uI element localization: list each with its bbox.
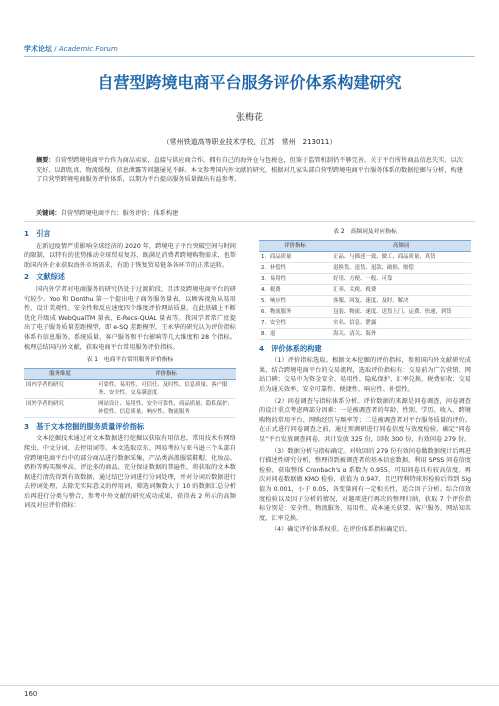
- table-cell: 7．安全性: [259, 317, 331, 328]
- left-column: [24, 228, 236, 513]
- table-cell: 退换货、退货、退款、破损、赔偿: [331, 262, 471, 273]
- table-row: [24, 398, 236, 417]
- journal-name: 学术论坛: [24, 45, 52, 53]
- table-cell: 1．商品质量: [259, 251, 331, 262]
- table-row: [24, 379, 236, 398]
- footer-divider: [0, 685, 499, 686]
- table-row: [259, 284, 471, 295]
- table-row: [259, 273, 471, 284]
- table-cell: 汇率、关税、税费: [331, 284, 471, 295]
- table-cell: 3．易用性: [259, 273, 331, 284]
- table-row: [259, 295, 471, 306]
- table-cell: 可靠性、易用性、可信任、及时性、信息质量、客户服务、安全性、交易满意度: [96, 379, 236, 398]
- table-row: [259, 306, 471, 317]
- table-row: [259, 328, 471, 339]
- section-4-title: 4 评价体系的构建: [259, 343, 322, 353]
- table-cell: 网站设计、易用性、安全可靠性、商品质量、隐私保护、补偿性、信息质量、响应性、物流服务: [96, 398, 236, 417]
- paragraph: （1）评价指标选取。根据文本挖掘的评价指标，参照国内外文献研究成果，结合跨境电商平台的交易流程，选取评价指标有：交易前为广告营销、网站口碑；交易中为资金安全、易用性、隐私保护、汇率兑换、税费征收；交易后为通关效率、安全可靠性、便捷性、响应性、补偿性。: [259, 357, 471, 393]
- paper-title: 自营型跨境电商平台服务评价体系构建研究: [97, 73, 402, 92]
- table-cell: 国外学者的研究: [24, 398, 96, 417]
- right-column: [259, 228, 471, 537]
- table-1-header: 评价指标: [96, 368, 236, 379]
- keywords-label: 关键词：: [36, 210, 61, 217]
- table-cell: 好用、方便、一般、可靠: [331, 273, 471, 284]
- page-number: 160: [24, 690, 38, 698]
- abstract-divider: [24, 221, 475, 222]
- table-cell: 客服、回复、速度、及时、解决: [331, 295, 471, 306]
- table-cell: 国内学者的研究: [24, 379, 96, 398]
- table-row: [259, 317, 471, 328]
- journal-section: Academic Forum: [58, 45, 118, 53]
- paragraph: （3）数据分析与指标确定。对收回的 279 份有效问卷做数据统计后再进行描述性研究分析，整理得到被调查者的基本信息数据，利用 SPSS 问卷信度检验，获取整体 Cronbach's α 系数为 0.955，可知问卷具有较高信度。再次对问卷数据做 KMO 检验，获值为 0.947，且巴特利特球形检验后得到 Sig 值为 0.001，小于 0.05，各变量间有一定相关性，适合因子分析。综合信效度检验以及因子分析的情况，对题项进行再次的整理归纳，获取 7 个评价指标分别是：安全性、物流服务、易用性、成本通关获要、客户服务、网站知名度、汇率兑换。: [259, 447, 471, 522]
- keywords-text: 自营型跨境电商平台；服务评价；体系构建: [60, 210, 179, 217]
- author-affiliation: （常州铁道高等职业技术学校，江苏 常州 213011）: [162, 138, 337, 146]
- table-cell: 实名、信息、泄露: [331, 317, 471, 328]
- table-cell: 正品、与描述一致、做工、商品质量、真货: [331, 251, 471, 262]
- section-3-text: 文本挖掘技术通过对文本数据进行挖掘以获取有用信息，常用技术有网络爬虫、中文分词、去停用词等。本文选取京东、网易考拉与亚马逊三个头部自营跨境电商平台中的部分商品进行数据采集，产品类涡盖服装鞋帽、化妆品、奶粉等购买频率高、评论多的商品，充分保证数据的普遍性，将获取的文本数据进行清洗得到有效数据，通过结巴分词进行分词处理，并对分词后数据进行去停词处理，去除无实际意义的停用词，筛选词频数大于 10 的数据汇总分析后再进行分类与整合，参考中外文献的研究成功成果，获得表 2 所示的高频词及对应评价指标：: [24, 435, 236, 510]
- section-2-title: 2 文献综述: [24, 272, 65, 282]
- table-cell: 8．退: [259, 328, 331, 339]
- table-1-caption: 表 1 电商平台常用服务评价指标: [86, 357, 174, 364]
- header-divider: [24, 56, 475, 57]
- table-cell: 5．响应性: [259, 295, 331, 306]
- header-separator: /: [52, 45, 59, 53]
- section-1-title: 1 引言: [24, 229, 51, 238]
- table-cell: 6．物流服务: [259, 306, 331, 317]
- table-2: [259, 240, 471, 340]
- table-2-caption: 表 2 高频词及对应指标: [333, 229, 397, 235]
- table-1: [24, 368, 236, 418]
- table-row: [259, 262, 471, 273]
- table-1-header: 服务维度: [24, 368, 96, 379]
- table-cell: 包装、物流、速度、送货上门、运费、快递、到货: [331, 306, 471, 317]
- table-2-header: 评价指标: [259, 240, 331, 251]
- abstract-text: 自营型跨境电商平台作为商品卖家，直接与供应商合作，拥有自己的海外仓与包税仓，但鉴于监管机制仍不够完善、关于平台所售商品信息失实、以次充好、以卸乱真、物流缓慢、信息泄露等问题屡见不鲜。本文参考国内外文献的研究，根据对几家头部自营型跨境电商平台服务体系的数据挖掘与分析，构建了自营型跨境电商服务评价体系，以期为平台提高服务质量做出有益参考。: [36, 157, 463, 184]
- section-1-text: 在新冠疫情严重影响全球经济的 2020 年，跨境电子平台突破空间与时间的限制，以特有的优势推动全球贸易复苏，既满足消费者跨境购物需求，也帮助国内外企业获取海外市场需求，有助于恢复贸易链条各环节的正常运转。: [24, 242, 236, 269]
- section-3-title: 3 基于文本挖掘的服务质量评价指标: [24, 421, 145, 431]
- table-row: [259, 251, 471, 262]
- paragraph: （2）问卷调查与指标体系分析。评价数据的来源是问卷调查，问卷调查的设计重点考虑两部分因素：一是被调查者的年龄、性别、学历、收入、跨境购物的常用平台、网购经历与频率等；二是被调查者对平台服务质量的评价。在正式进行问卷调查之前，通过预调研进行问卷信度与效度检验，确定“问卷星”平台发放调查问卷，共计发放 325 份，回收 300 份，有效问卷 279 份。: [259, 397, 471, 443]
- keywords: [36, 208, 466, 217]
- journal-header: [24, 44, 118, 54]
- table-cell: 4．税费: [259, 284, 331, 295]
- section-2-text: 国内外学者对电商服务的研究仍处于过渡阶段，且涉及跨境电商平台的研究较少。Yoo 和 Donthu 第一个提出电子商务服务量表，以顾客视角从易用性、设计美观性、安全性和反应速度四个维度评价网站质量，在此基础上不断优化升级成 WebQualTM 量表、E-Recs-QUAL 量表等。我国学者常广庶提出了电子服务质量差距模型，即 e-SQ 差距模型，王永华的研究认为评价指标体系有信息服务、系统质量、客户服务和平台影响等几大维度和 28 个指标。梳理总结国内外文献，获取电商平台常用服务评价指标。: [24, 285, 236, 351]
- table-2-header: 高频词: [331, 240, 471, 251]
- abstract-label: 摘要：: [36, 157, 55, 164]
- abstract: [36, 156, 466, 185]
- table-cell: 2．补偿性: [259, 262, 331, 273]
- paragraph: （4）确定评价体系权重。在评价体系指标确定后，: [271, 526, 412, 534]
- table-cell: 海关、清关、海外: [331, 328, 471, 339]
- paper-author: 张梅花: [235, 113, 263, 123]
